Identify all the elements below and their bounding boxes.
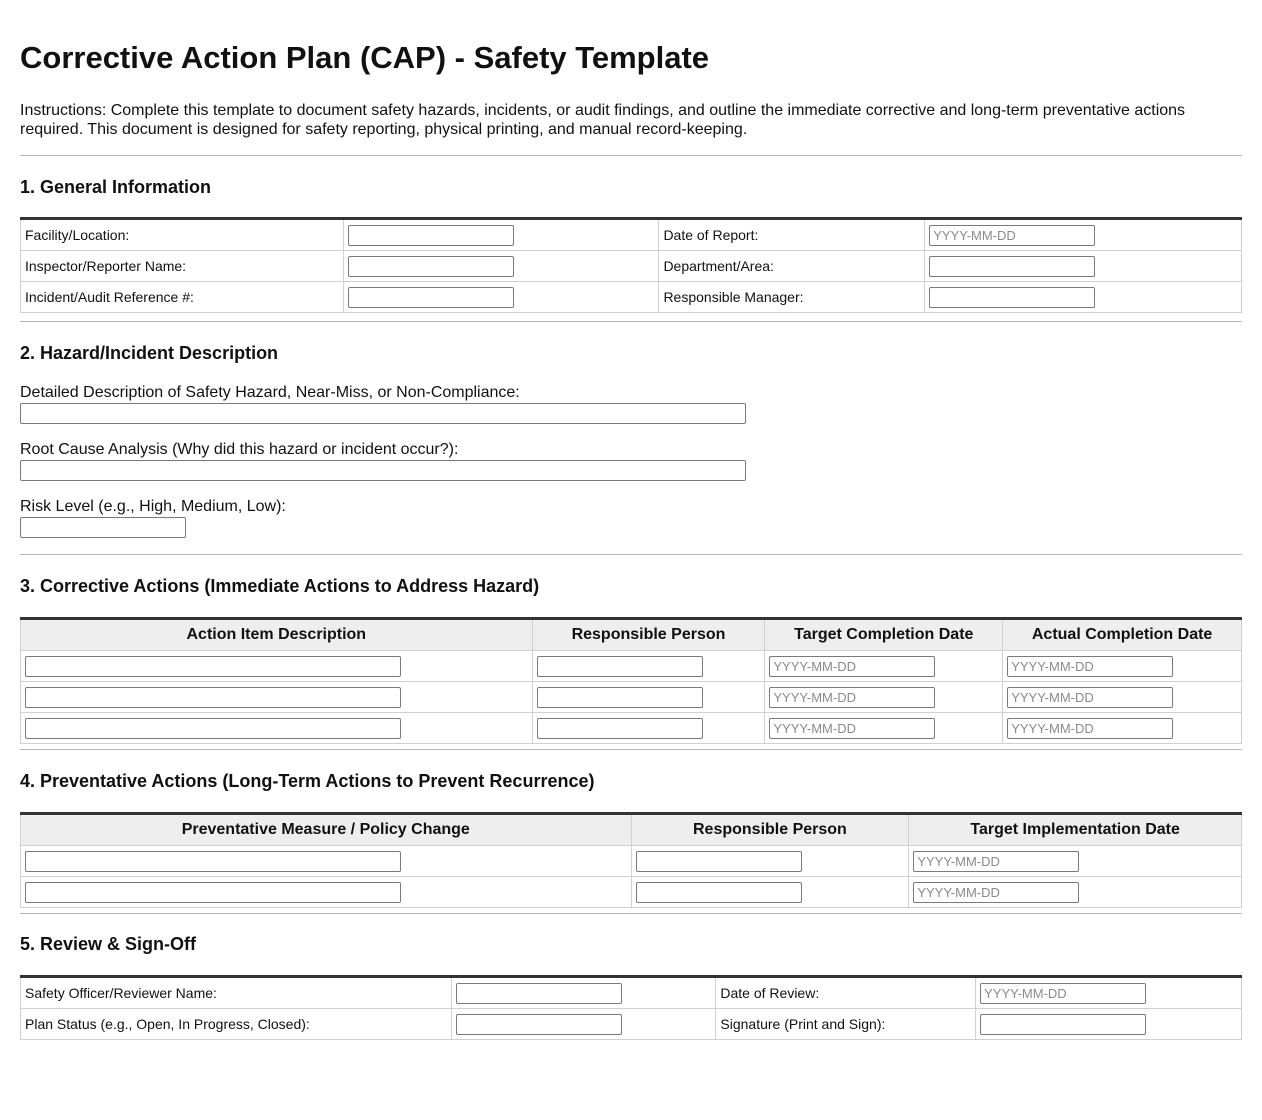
root-cause-label: Root Cause Analysis (Why did this hazard or incident occur?): (20, 441, 459, 458)
column-header: Preventative Measure / Policy Change (21, 814, 632, 846)
action-description-input[interactable] (25, 687, 401, 708)
responsible-person-input[interactable] (636, 851, 802, 872)
divider (20, 554, 1242, 555)
date-of-review-input[interactable] (980, 983, 1146, 1004)
action-description-input[interactable] (25, 718, 401, 739)
risk-level-input[interactable] (20, 517, 186, 538)
table-row (21, 682, 1242, 713)
table-row (21, 282, 1242, 313)
divider (20, 749, 1242, 750)
target-date-input[interactable] (769, 656, 935, 677)
manager-input[interactable] (929, 287, 1095, 308)
divider (20, 913, 1242, 914)
responsible-person-input[interactable] (537, 687, 703, 708)
table-row (21, 251, 1242, 282)
instructions-text: Instructions: Complete this template to document safety hazards, incidents, or audit findings, and outline the immediate corrective and long-term preventative actions required. This document is designed for safety reporting, physical printing, and manual record-keeping. (20, 102, 1186, 138)
preventative-actions-table (20, 812, 1242, 908)
column-header: Responsible Person (532, 619, 765, 651)
responsible-person-input[interactable] (537, 718, 703, 739)
manager-label: Responsible Manager: (659, 282, 925, 313)
section-review-heading: 5. Review & Sign-Off (20, 934, 197, 954)
table-row (21, 877, 1242, 908)
target-date-input[interactable] (769, 718, 935, 739)
date-of-review-label: Date of Review: (716, 977, 976, 1009)
column-header: Action Item Description (21, 619, 533, 651)
corrective-actions-table (20, 617, 1242, 744)
risk-level-label: Risk Level (e.g., High, Medium, Low): (20, 498, 286, 515)
page-title: Corrective Action Plan (CAP) - Safety Template (20, 40, 710, 75)
column-header: Target Implementation Date (909, 814, 1242, 846)
facility-input[interactable] (348, 225, 514, 246)
preventative-measure-input[interactable] (25, 882, 401, 903)
table-header-row (21, 814, 1242, 846)
divider (20, 321, 1242, 322)
implementation-date-input[interactable] (913, 851, 1079, 872)
inspector-label: Inspector/Reporter Name: (21, 251, 344, 282)
table-row (21, 713, 1242, 744)
implementation-date-input[interactable] (913, 882, 1079, 903)
signature-input[interactable] (980, 1014, 1146, 1035)
officer-label: Safety Officer/Reviewer Name: (21, 977, 452, 1009)
table-row (21, 219, 1242, 251)
section-preventative-heading: 4. Preventative Actions (Long-Term Actions to Prevent Recurrence) (20, 771, 595, 791)
root-cause-input[interactable] (20, 460, 746, 481)
department-label: Department/Area: (659, 251, 925, 282)
divider (20, 155, 1242, 156)
table-row (21, 846, 1242, 877)
section-general-heading: 1. General Information (20, 177, 212, 197)
officer-input[interactable] (456, 983, 622, 1004)
column-header: Responsible Person (631, 814, 909, 846)
description-input[interactable] (20, 403, 746, 424)
section-corrective-heading: 3. Corrective Actions (Immediate Actions to Address Hazard) (20, 576, 540, 596)
facility-label: Facility/Location: (21, 219, 344, 251)
inspector-input[interactable] (348, 256, 514, 277)
actual-date-input[interactable] (1007, 718, 1173, 739)
reference-label: Incident/Audit Reference #: (21, 282, 344, 313)
column-header: Actual Completion Date (1003, 619, 1242, 651)
column-header: Target Completion Date (765, 619, 1003, 651)
actual-date-input[interactable] (1007, 656, 1173, 677)
responsible-person-input[interactable] (636, 882, 802, 903)
target-date-input[interactable] (769, 687, 935, 708)
description-label: Detailed Description of Safety Hazard, Near-Miss, or Non-Compliance: (20, 384, 520, 401)
plan-status-label: Plan Status (e.g., Open, In Progress, Closed): (21, 1009, 452, 1040)
date-of-report-input[interactable] (929, 225, 1095, 246)
date-of-report-label: Date of Report: (659, 219, 925, 251)
table-header-row (21, 619, 1242, 651)
table-row (21, 651, 1242, 682)
general-info-table (20, 217, 1242, 313)
plan-status-input[interactable] (456, 1014, 622, 1035)
preventative-measure-input[interactable] (25, 851, 401, 872)
department-input[interactable] (929, 256, 1095, 277)
signature-label: Signature (Print and Sign): (716, 1009, 976, 1040)
table-row (21, 1009, 1242, 1040)
section-hazard-heading: 2. Hazard/Incident Description (20, 343, 279, 363)
responsible-person-input[interactable] (537, 656, 703, 677)
action-description-input[interactable] (25, 656, 401, 677)
reference-input[interactable] (348, 287, 514, 308)
review-signoff-table (20, 975, 1242, 1040)
actual-date-input[interactable] (1007, 687, 1173, 708)
table-row (21, 977, 1242, 1009)
